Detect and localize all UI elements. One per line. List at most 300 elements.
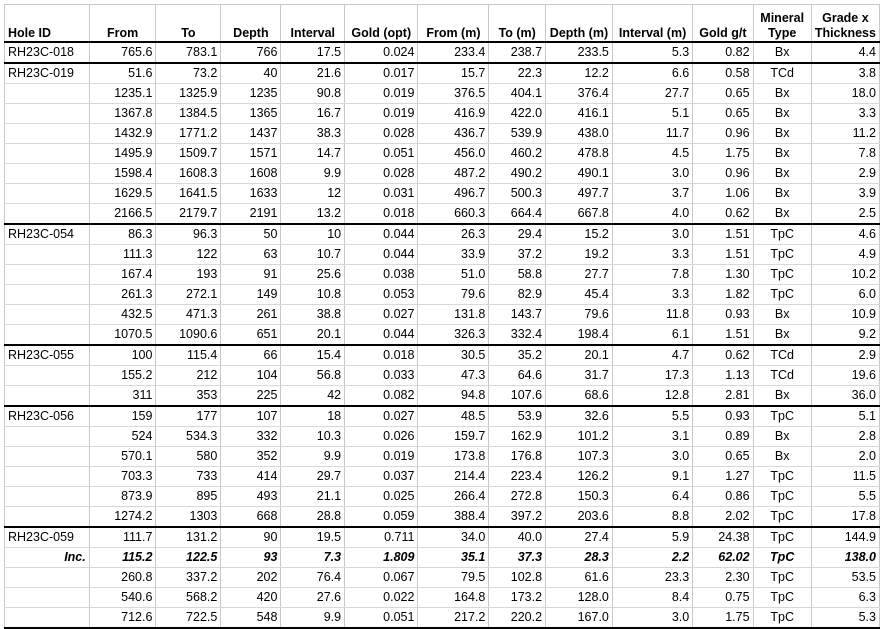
cell-hole-id	[5, 467, 90, 487]
cell-from: 167.4	[89, 265, 156, 285]
cell-from: 570.1	[89, 447, 156, 467]
col-header-mineral-type: Mineral Type	[753, 5, 811, 43]
cell-depth-m: 490.1	[546, 164, 613, 184]
cell-depth: 1633	[221, 184, 281, 204]
cell-gold-gt: 0.62	[693, 204, 753, 225]
cell-from: 1070.5	[89, 325, 156, 346]
cell-to: 1608.3	[156, 164, 221, 184]
cell-gold-gt: 24.38	[693, 527, 753, 548]
cell-hole-id: RH23C-056	[5, 406, 90, 427]
cell-gold-opt: 0.031	[345, 184, 418, 204]
cell-to-m: 82.9	[489, 285, 546, 305]
cell-depth: 1235	[221, 84, 281, 104]
cell-gold-gt: 62.02	[693, 548, 753, 568]
cell-depth: 352	[221, 447, 281, 467]
cell-gold-gt: 1.06	[693, 184, 753, 204]
table-row	[5, 305, 880, 325]
cell-interval: 7.3	[281, 548, 345, 568]
cell-gold-opt: 0.018	[345, 204, 418, 225]
cell-hole-id	[5, 427, 90, 447]
cell-depth-m: 32.6	[546, 406, 613, 427]
cell-gold-gt: 2.02	[693, 507, 753, 528]
cell-from-m: 214.4	[418, 467, 489, 487]
cell-gold-gt: 0.62	[693, 345, 753, 366]
cell-gold-gt: 0.86	[693, 487, 753, 507]
cell-interval: 42	[281, 386, 345, 407]
cell-interval: 38.8	[281, 305, 345, 325]
cell-depth-m: 12.2	[546, 63, 613, 84]
cell-interval: 9.9	[281, 447, 345, 467]
cell-hole-id	[5, 386, 90, 407]
cell-grade-thickness: 2.0	[811, 447, 879, 467]
cell-grade-thickness: 10.9	[811, 305, 879, 325]
cell-depth-m: 31.7	[546, 366, 613, 386]
cell-hole-id	[5, 84, 90, 104]
cell-depth: 1437	[221, 124, 281, 144]
cell-grade-thickness: 2.9	[811, 345, 879, 366]
cell-to: 337.2	[156, 568, 221, 588]
cell-interval-m: 27.7	[612, 84, 692, 104]
cell-to: 1641.5	[156, 184, 221, 204]
cell-interval-m: 17.3	[612, 366, 692, 386]
cell-interval-m: 3.3	[612, 245, 692, 265]
cell-depth: 651	[221, 325, 281, 346]
cell-to-m: 35.2	[489, 345, 546, 366]
cell-depth-m: 101.2	[546, 427, 613, 447]
cell-interval: 12	[281, 184, 345, 204]
cell-gold-opt: 0.028	[345, 164, 418, 184]
col-header-interval-m: Interval (m)	[612, 5, 692, 43]
cell-to: 96.3	[156, 224, 221, 245]
assay-table-container	[4, 4, 880, 629]
cell-mineral-type: TpC	[753, 245, 811, 265]
cell-to-m: 162.9	[489, 427, 546, 447]
cell-mineral-type: TCd	[753, 366, 811, 386]
table-row	[5, 42, 880, 63]
cell-gold-opt: 0.067	[345, 568, 418, 588]
cell-from-m: 217.2	[418, 608, 489, 629]
cell-hole-id: RH23C-018	[5, 42, 90, 63]
cell-hole-id	[5, 104, 90, 124]
cell-from: 540.6	[89, 588, 156, 608]
cell-gold-opt: 0.051	[345, 608, 418, 629]
cell-grade-thickness: 36.0	[811, 386, 879, 407]
cell-depth-m: 126.2	[546, 467, 613, 487]
cell-interval: 28.8	[281, 507, 345, 528]
cell-grade-thickness: 3.9	[811, 184, 879, 204]
cell-to: 272.1	[156, 285, 221, 305]
cell-to: 534.3	[156, 427, 221, 447]
cell-hole-id	[5, 124, 90, 144]
cell-from: 155.2	[89, 366, 156, 386]
cell-to-m: 332.4	[489, 325, 546, 346]
cell-to: 580	[156, 447, 221, 467]
cell-interval-m: 9.1	[612, 467, 692, 487]
cell-depth: 1365	[221, 104, 281, 124]
cell-to: 1325.9	[156, 84, 221, 104]
cell-from-m: 233.4	[418, 42, 489, 63]
cell-gold-gt: 1.51	[693, 224, 753, 245]
cell-from-m: 15.7	[418, 63, 489, 84]
cell-interval-m: 5.9	[612, 527, 692, 548]
cell-to-m: 37.2	[489, 245, 546, 265]
cell-grade-thickness: 5.1	[811, 406, 879, 427]
cell-to-m: 53.9	[489, 406, 546, 427]
cell-mineral-type: TCd	[753, 345, 811, 366]
cell-depth-m: 438.0	[546, 124, 613, 144]
cell-depth-m: 27.7	[546, 265, 613, 285]
cell-gold-gt: 1.82	[693, 285, 753, 305]
cell-to: 115.4	[156, 345, 221, 366]
cell-grade-thickness: 3.8	[811, 63, 879, 84]
cell-interval: 56.8	[281, 366, 345, 386]
cell-to-m: 176.8	[489, 447, 546, 467]
cell-to: 1771.2	[156, 124, 221, 144]
cell-interval: 20.1	[281, 325, 345, 346]
cell-interval-m: 23.3	[612, 568, 692, 588]
cell-grade-thickness: 3.3	[811, 104, 879, 124]
cell-gold-opt: 0.018	[345, 345, 418, 366]
cell-to-m: 102.8	[489, 568, 546, 588]
cell-gold-opt: 0.017	[345, 63, 418, 84]
cell-from: 51.6	[89, 63, 156, 84]
cell-mineral-type: Bx	[753, 144, 811, 164]
table-row	[5, 124, 880, 144]
cell-interval: 25.6	[281, 265, 345, 285]
cell-interval: 10.3	[281, 427, 345, 447]
cell-to-m: 397.2	[489, 507, 546, 528]
cell-hole-id	[5, 447, 90, 467]
cell-grade-thickness: 2.9	[811, 164, 879, 184]
cell-gold-opt: 0.024	[345, 42, 418, 63]
cell-hole-id: RH23C-059	[5, 527, 90, 548]
cell-interval-m: 4.7	[612, 345, 692, 366]
col-header-from: From	[89, 5, 156, 43]
cell-from-m: 33.9	[418, 245, 489, 265]
cell-from: 111.3	[89, 245, 156, 265]
table-row	[5, 366, 880, 386]
cell-to: 212	[156, 366, 221, 386]
cell-gold-gt: 1.27	[693, 467, 753, 487]
cell-to: 568.2	[156, 588, 221, 608]
cell-to-m: 143.7	[489, 305, 546, 325]
cell-depth-m: 167.0	[546, 608, 613, 629]
cell-depth-m: 416.1	[546, 104, 613, 124]
cell-mineral-type: Bx	[753, 164, 811, 184]
cell-to-m: 500.3	[489, 184, 546, 204]
cell-grade-thickness: 4.6	[811, 224, 879, 245]
cell-hole-id: RH23C-054	[5, 224, 90, 245]
cell-mineral-type: TpC	[753, 265, 811, 285]
cell-to-m: 29.4	[489, 224, 546, 245]
cell-gold-opt: 0.019	[345, 447, 418, 467]
cell-hole-id	[5, 507, 90, 528]
cell-mineral-type: TpC	[753, 507, 811, 528]
cell-to: 73.2	[156, 63, 221, 84]
cell-from: 100	[89, 345, 156, 366]
cell-gold-opt: 0.053	[345, 285, 418, 305]
cell-gold-gt: 0.65	[693, 104, 753, 124]
cell-to: 895	[156, 487, 221, 507]
cell-from: 111.7	[89, 527, 156, 548]
cell-to: 783.1	[156, 42, 221, 63]
cell-interval-m: 5.5	[612, 406, 692, 427]
cell-to-m: 238.7	[489, 42, 546, 63]
cell-to-m: 58.8	[489, 265, 546, 285]
col-header-gold-opt: Gold (opt)	[345, 5, 418, 43]
cell-to-m: 404.1	[489, 84, 546, 104]
cell-hole-id: RH23C-019	[5, 63, 90, 84]
cell-hole-id	[5, 366, 90, 386]
cell-gold-opt: 0.019	[345, 104, 418, 124]
cell-to-m: 460.2	[489, 144, 546, 164]
cell-gold-gt: 1.30	[693, 265, 753, 285]
cell-gold-gt: 0.65	[693, 84, 753, 104]
cell-grade-thickness: 4.4	[811, 42, 879, 63]
cell-interval-m: 11.8	[612, 305, 692, 325]
cell-depth-m: 19.2	[546, 245, 613, 265]
cell-gold-gt: 0.65	[693, 447, 753, 467]
col-header-grade-thickness: Grade x Thickness	[811, 5, 879, 43]
cell-mineral-type: Bx	[753, 84, 811, 104]
cell-from: 1235.1	[89, 84, 156, 104]
cell-interval: 38.3	[281, 124, 345, 144]
cell-interval-m: 3.0	[612, 447, 692, 467]
cell-interval-m: 3.0	[612, 608, 692, 629]
cell-depth-m: 497.7	[546, 184, 613, 204]
cell-to: 131.2	[156, 527, 221, 548]
cell-grade-thickness: 11.2	[811, 124, 879, 144]
cell-depth: 90	[221, 527, 281, 548]
table-body	[5, 42, 880, 628]
cell-hole-id: Inc.	[5, 548, 90, 568]
cell-grade-thickness: 53.5	[811, 568, 879, 588]
cell-from: 1598.4	[89, 164, 156, 184]
cell-gold-opt: 0.025	[345, 487, 418, 507]
table-row	[5, 487, 880, 507]
cell-gold-opt: 0.027	[345, 305, 418, 325]
cell-depth: 93	[221, 548, 281, 568]
cell-from: 260.8	[89, 568, 156, 588]
cell-grade-thickness: 19.6	[811, 366, 879, 386]
cell-depth-m: 28.3	[546, 548, 613, 568]
cell-to-m: 22.3	[489, 63, 546, 84]
cell-gold-gt: 0.89	[693, 427, 753, 447]
cell-mineral-type: Bx	[753, 305, 811, 325]
cell-depth-m: 20.1	[546, 345, 613, 366]
cell-gold-opt: 0.044	[345, 325, 418, 346]
cell-depth: 668	[221, 507, 281, 528]
cell-gold-gt: 1.75	[693, 608, 753, 629]
cell-to: 1303	[156, 507, 221, 528]
cell-from-m: 326.3	[418, 325, 489, 346]
cell-interval-m: 8.4	[612, 588, 692, 608]
cell-from-m: 173.8	[418, 447, 489, 467]
cell-depth-m: 15.2	[546, 224, 613, 245]
cell-interval-m: 3.7	[612, 184, 692, 204]
cell-from-m: 376.5	[418, 84, 489, 104]
cell-depth: 420	[221, 588, 281, 608]
cell-mineral-type: TpC	[753, 527, 811, 548]
cell-interval: 76.4	[281, 568, 345, 588]
cell-mineral-type: TpC	[753, 588, 811, 608]
cell-depth: 91	[221, 265, 281, 285]
cell-to: 722.5	[156, 608, 221, 629]
cell-from: 873.9	[89, 487, 156, 507]
cell-gold-gt: 0.93	[693, 305, 753, 325]
cell-depth: 225	[221, 386, 281, 407]
cell-interval: 17.5	[281, 42, 345, 63]
cell-depth: 66	[221, 345, 281, 366]
cell-mineral-type: TpC	[753, 487, 811, 507]
cell-hole-id	[5, 305, 90, 325]
cell-interval-m: 6.4	[612, 487, 692, 507]
cell-from-m: 487.2	[418, 164, 489, 184]
cell-gold-opt: 1.809	[345, 548, 418, 568]
cell-hole-id	[5, 144, 90, 164]
cell-hole-id	[5, 487, 90, 507]
cell-gold-opt: 0.038	[345, 265, 418, 285]
cell-to-m: 40.0	[489, 527, 546, 548]
cell-from-m: 388.4	[418, 507, 489, 528]
cell-interval: 15.4	[281, 345, 345, 366]
cell-gold-gt: 0.58	[693, 63, 753, 84]
cell-hole-id	[5, 568, 90, 588]
cell-depth-m: 203.6	[546, 507, 613, 528]
table-row	[5, 204, 880, 225]
cell-from-m: 51.0	[418, 265, 489, 285]
cell-mineral-type: Bx	[753, 104, 811, 124]
cell-to: 1384.5	[156, 104, 221, 124]
cell-from: 1495.9	[89, 144, 156, 164]
cell-grade-thickness: 11.5	[811, 467, 879, 487]
cell-to-m: 220.2	[489, 608, 546, 629]
cell-grade-thickness: 144.9	[811, 527, 879, 548]
table-row	[5, 224, 880, 245]
table-row	[5, 285, 880, 305]
cell-to-m: 107.6	[489, 386, 546, 407]
table-row	[5, 467, 880, 487]
cell-gold-gt: 2.30	[693, 568, 753, 588]
cell-interval-m: 4.0	[612, 204, 692, 225]
cell-interval: 21.6	[281, 63, 345, 84]
cell-to-m: 664.4	[489, 204, 546, 225]
cell-interval: 21.1	[281, 487, 345, 507]
cell-depth-m: 667.8	[546, 204, 613, 225]
cell-gold-gt: 0.82	[693, 42, 753, 63]
cell-gold-opt: 0.027	[345, 406, 418, 427]
cell-from-m: 496.7	[418, 184, 489, 204]
cell-to: 2179.7	[156, 204, 221, 225]
table-row	[5, 568, 880, 588]
cell-interval-m: 3.0	[612, 224, 692, 245]
table-row	[5, 84, 880, 104]
cell-gold-gt: 1.51	[693, 245, 753, 265]
cell-gold-opt: 0.028	[345, 124, 418, 144]
cell-interval: 13.2	[281, 204, 345, 225]
cell-mineral-type: Bx	[753, 184, 811, 204]
cell-gold-opt: 0.051	[345, 144, 418, 164]
cell-depth: 493	[221, 487, 281, 507]
cell-depth-m: 79.6	[546, 305, 613, 325]
cell-gold-gt: 1.51	[693, 325, 753, 346]
cell-from-m: 416.9	[418, 104, 489, 124]
cell-depth-m: 150.3	[546, 487, 613, 507]
cell-from-m: 164.8	[418, 588, 489, 608]
cell-interval: 9.9	[281, 608, 345, 629]
cell-depth-m: 478.8	[546, 144, 613, 164]
cell-mineral-type: Bx	[753, 386, 811, 407]
col-header-to-m: To (m)	[489, 5, 546, 43]
cell-from: 2166.5	[89, 204, 156, 225]
cell-gold-gt: 0.75	[693, 588, 753, 608]
cell-from-m: 47.3	[418, 366, 489, 386]
cell-depth-m: 233.5	[546, 42, 613, 63]
cell-gold-opt: 0.059	[345, 507, 418, 528]
cell-depth-m: 45.4	[546, 285, 613, 305]
cell-mineral-type: Bx	[753, 124, 811, 144]
cell-from-m: 131.8	[418, 305, 489, 325]
cell-from: 1367.8	[89, 104, 156, 124]
table-row	[5, 447, 880, 467]
cell-depth: 332	[221, 427, 281, 447]
cell-interval: 29.7	[281, 467, 345, 487]
cell-from-m: 48.5	[418, 406, 489, 427]
cell-depth: 2191	[221, 204, 281, 225]
cell-mineral-type: TpC	[753, 224, 811, 245]
cell-depth-m: 107.3	[546, 447, 613, 467]
cell-from: 1432.9	[89, 124, 156, 144]
cell-interval-m: 5.1	[612, 104, 692, 124]
cell-interval: 10.7	[281, 245, 345, 265]
cell-to-m: 272.8	[489, 487, 546, 507]
table-row	[5, 325, 880, 346]
cell-grade-thickness: 4.9	[811, 245, 879, 265]
cell-grade-thickness: 17.8	[811, 507, 879, 528]
cell-to: 122.5	[156, 548, 221, 568]
table-row	[5, 588, 880, 608]
cell-mineral-type: Bx	[753, 325, 811, 346]
col-header-hole-id: Hole ID	[5, 5, 90, 43]
cell-depth: 261	[221, 305, 281, 325]
cell-from: 1629.5	[89, 184, 156, 204]
table-row	[5, 548, 880, 568]
cell-depth-m: 68.6	[546, 386, 613, 407]
cell-gold-opt: 0.044	[345, 245, 418, 265]
table-row	[5, 245, 880, 265]
cell-depth-m: 27.4	[546, 527, 613, 548]
cell-grade-thickness: 9.2	[811, 325, 879, 346]
cell-to-m: 223.4	[489, 467, 546, 487]
cell-interval-m: 4.5	[612, 144, 692, 164]
cell-to: 353	[156, 386, 221, 407]
table-row	[5, 184, 880, 204]
cell-depth: 40	[221, 63, 281, 84]
table-row	[5, 265, 880, 285]
cell-grade-thickness: 2.5	[811, 204, 879, 225]
cell-from: 524	[89, 427, 156, 447]
cell-depth: 1571	[221, 144, 281, 164]
cell-depth: 50	[221, 224, 281, 245]
cell-hole-id	[5, 184, 90, 204]
cell-to: 733	[156, 467, 221, 487]
cell-from: 432.5	[89, 305, 156, 325]
assay-results-table	[4, 4, 880, 629]
cell-from: 261.3	[89, 285, 156, 305]
cell-gold-gt: 0.96	[693, 164, 753, 184]
cell-from-m: 456.0	[418, 144, 489, 164]
cell-to-m: 64.6	[489, 366, 546, 386]
